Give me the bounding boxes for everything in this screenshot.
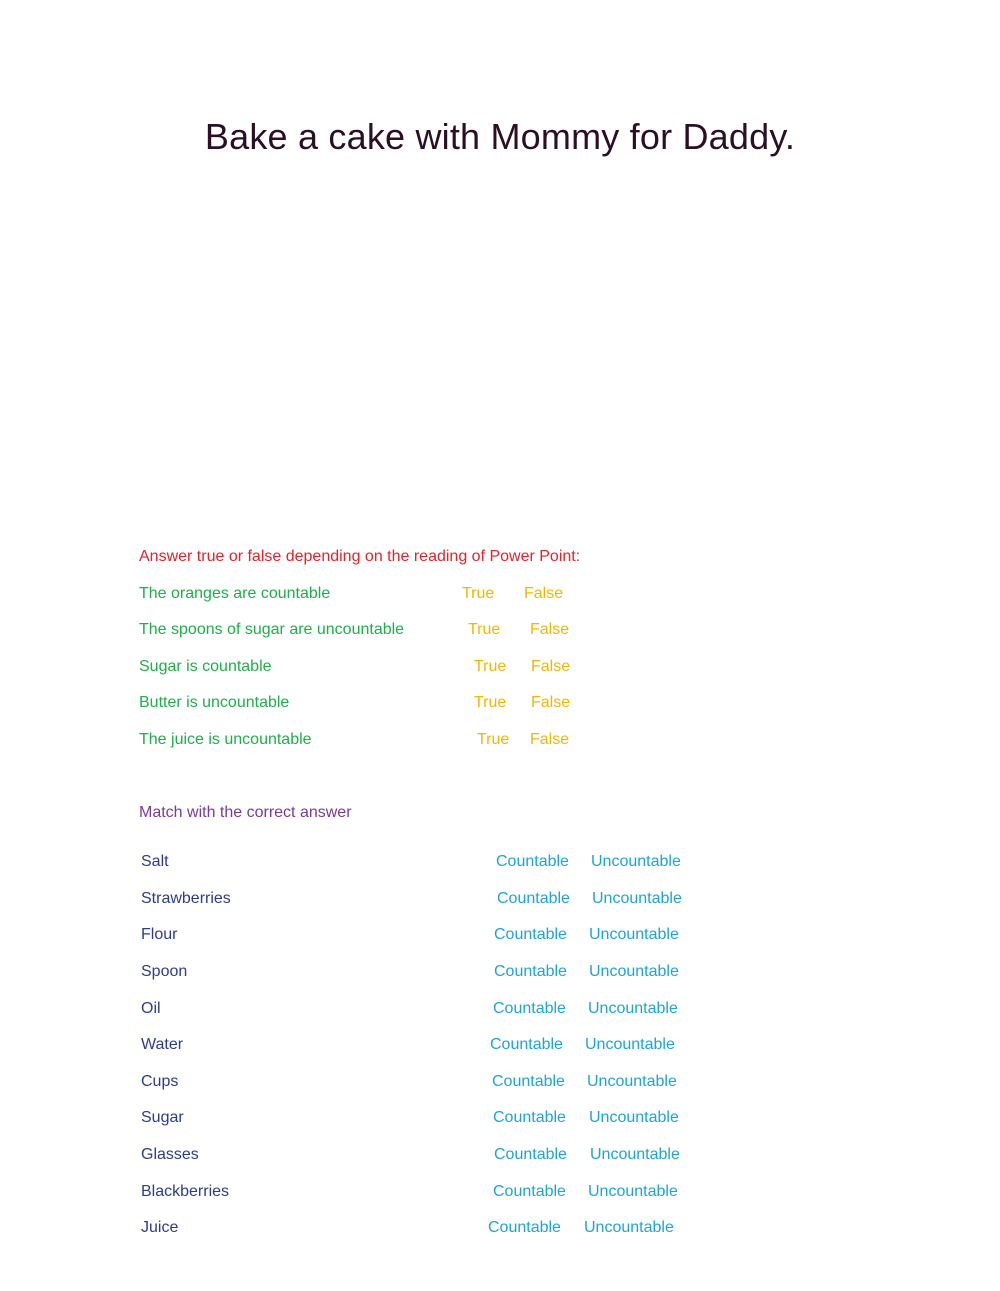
match-word: Salt	[141, 853, 169, 870]
false-option[interactable]: False	[530, 731, 570, 748]
uncountable-option[interactable]: Uncountable	[589, 926, 679, 943]
uncountable-option[interactable]: Uncountable	[589, 1109, 679, 1126]
match-row	[0, 1146, 1000, 1168]
match-word: Strawberries	[141, 890, 231, 907]
true-option[interactable]: True	[462, 585, 495, 602]
match-row	[0, 1183, 1000, 1205]
false-option[interactable]: False	[531, 658, 571, 675]
match-row	[0, 1036, 1000, 1058]
true-false-row	[0, 731, 1000, 753]
uncountable-option[interactable]: Uncountable	[591, 853, 681, 870]
true-option[interactable]: True	[468, 621, 501, 638]
countable-option[interactable]: Countable	[493, 1183, 566, 1200]
match-word: Cups	[141, 1073, 179, 1090]
uncountable-option[interactable]: Uncountable	[587, 1073, 677, 1090]
uncountable-option[interactable]: Uncountable	[584, 1219, 674, 1236]
uncountable-option[interactable]: Uncountable	[589, 963, 679, 980]
uncountable-option[interactable]: Uncountable	[588, 1000, 678, 1017]
tf-statement: Butter is uncountable	[139, 694, 290, 711]
true-false-row	[0, 621, 1000, 643]
true-option[interactable]: True	[474, 694, 507, 711]
match-row	[0, 963, 1000, 985]
match-instruction: Match with the correct answer	[139, 804, 352, 821]
false-option[interactable]: False	[530, 621, 570, 638]
true-false-row	[0, 585, 1000, 607]
match-row	[0, 1219, 1000, 1241]
countable-option[interactable]: Countable	[494, 963, 567, 980]
countable-option[interactable]: Countable	[493, 1000, 566, 1017]
match-row	[0, 1109, 1000, 1131]
true-false-instruction: Answer true or false depending on the reading of Power Point:	[139, 548, 581, 565]
tf-statement: The oranges are countable	[139, 585, 331, 602]
tf-statement: The spoons of sugar are uncountable	[139, 621, 405, 638]
true-false-row	[0, 694, 1000, 716]
match-word: Juice	[141, 1219, 179, 1236]
countable-option[interactable]: Countable	[488, 1219, 561, 1236]
countable-option[interactable]: Countable	[494, 1146, 567, 1163]
match-row	[0, 853, 1000, 875]
true-option[interactable]: True	[474, 658, 507, 675]
countable-option[interactable]: Countable	[493, 1109, 566, 1126]
countable-option[interactable]: Countable	[490, 1036, 563, 1053]
true-option[interactable]: True	[477, 731, 510, 748]
match-row	[0, 890, 1000, 912]
uncountable-option[interactable]: Uncountable	[585, 1036, 675, 1053]
uncountable-option[interactable]: Uncountable	[592, 890, 682, 907]
false-option[interactable]: False	[531, 694, 571, 711]
countable-option[interactable]: Countable	[492, 1073, 565, 1090]
countable-option[interactable]: Countable	[494, 926, 567, 943]
match-row	[0, 926, 1000, 948]
countable-option[interactable]: Countable	[497, 890, 570, 907]
page-title: Bake a cake with Mommy for Daddy.	[204, 116, 796, 157]
match-word: Blackberries	[141, 1183, 230, 1200]
uncountable-option[interactable]: Uncountable	[588, 1183, 678, 1200]
uncountable-option[interactable]: Uncountable	[590, 1146, 680, 1163]
true-false-row	[0, 658, 1000, 680]
false-option[interactable]: False	[524, 585, 564, 602]
match-word: Oil	[141, 1000, 161, 1017]
match-word: Glasses	[141, 1146, 199, 1163]
match-row	[0, 1000, 1000, 1022]
match-word: Water	[141, 1036, 184, 1053]
match-word: Spoon	[141, 963, 188, 980]
tf-statement: The juice is uncountable	[139, 731, 312, 748]
tf-statement: Sugar is countable	[139, 658, 272, 675]
match-word: Flour	[141, 926, 178, 943]
match-row	[0, 1073, 1000, 1095]
countable-option[interactable]: Countable	[496, 853, 569, 870]
match-word: Sugar	[141, 1109, 184, 1126]
